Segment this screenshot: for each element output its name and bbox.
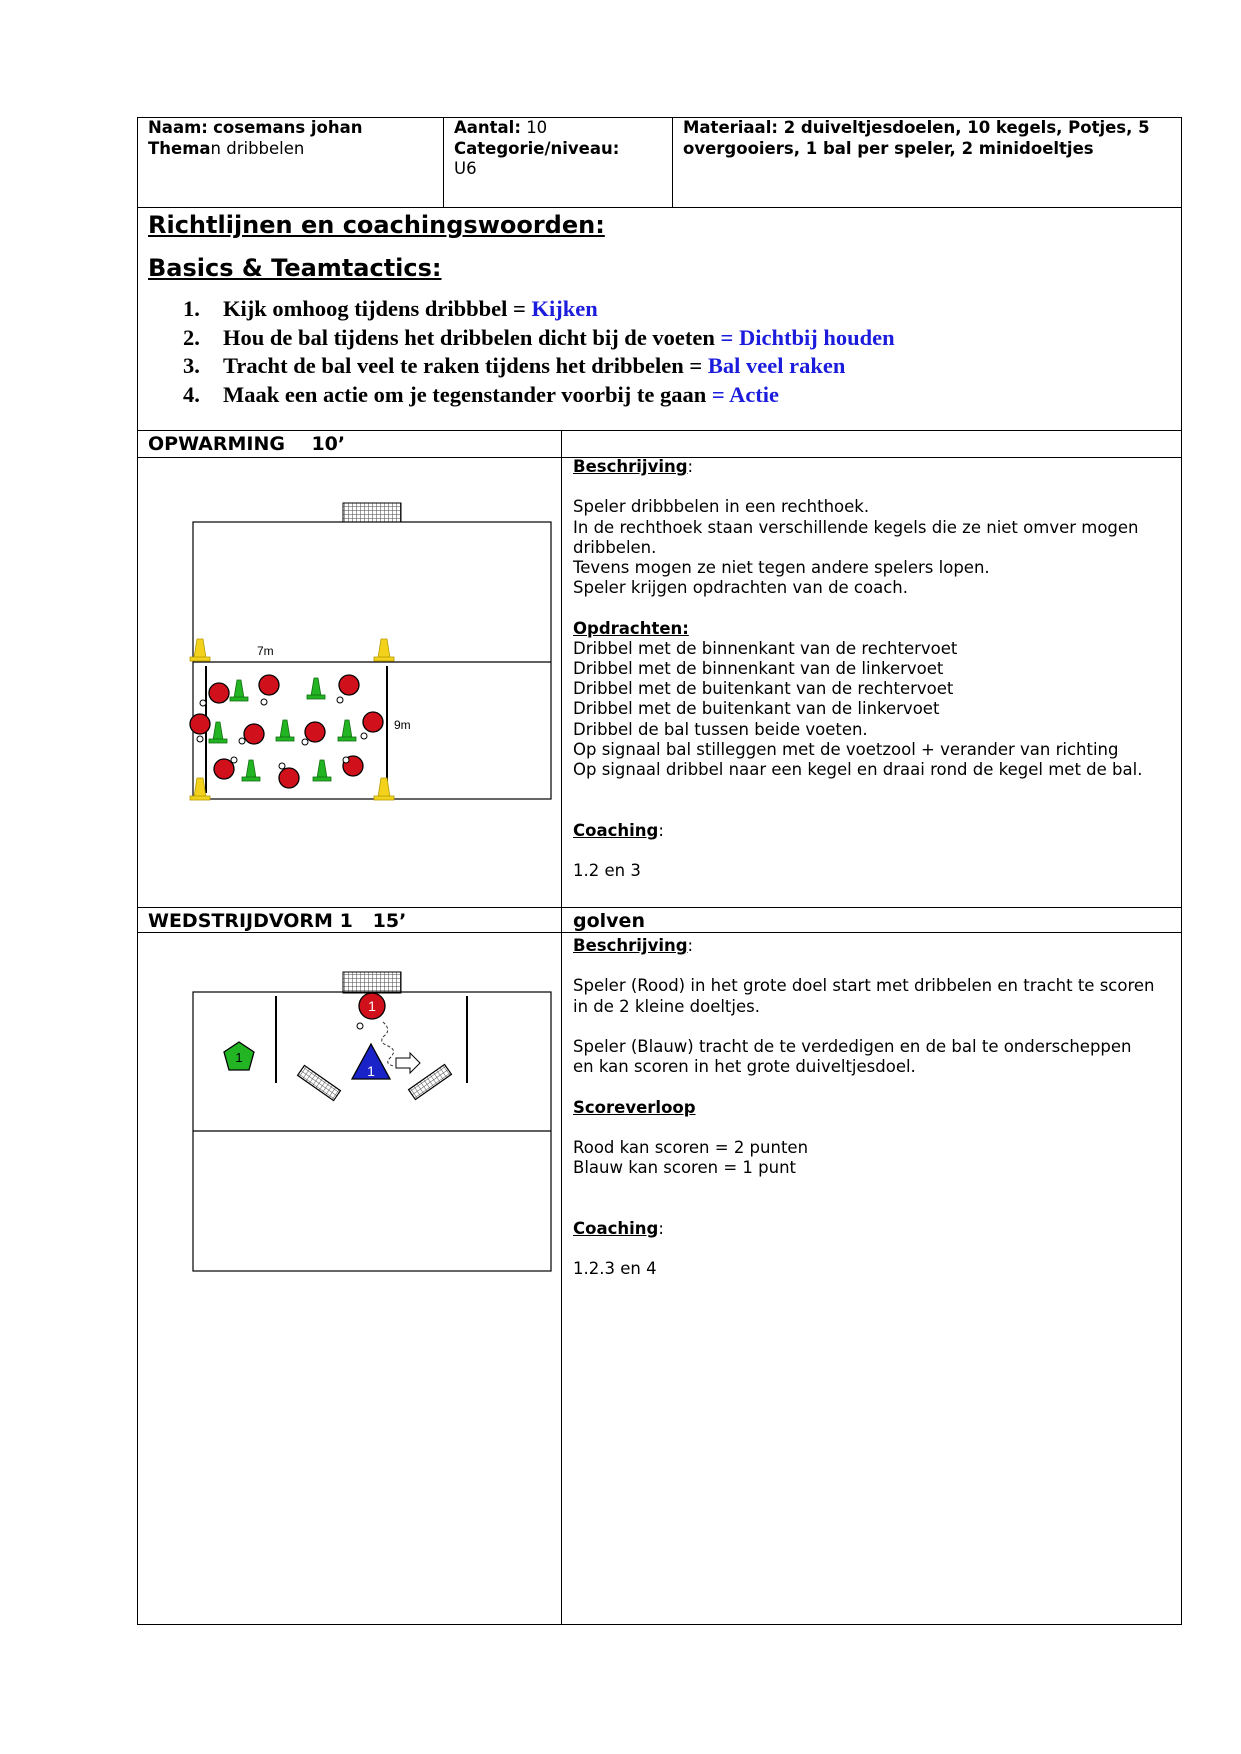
player-red xyxy=(363,712,383,732)
guidelines-subtitle: Basics & Teamtactics: xyxy=(148,254,442,282)
categorie-value: U6 xyxy=(454,159,477,178)
ball-icon xyxy=(279,763,285,769)
green-cone xyxy=(338,720,356,741)
coaching-value: 1.2.3 en 4 xyxy=(573,1259,657,1279)
match1-title: WEDSTRIJDVORM 1 15’ xyxy=(148,910,407,932)
yellow-cone xyxy=(374,639,394,661)
warmup-description: Beschrijving: Speler dribbbelen in een rechthoek. In de rechthoek staan verschillende kegels die ze niet omver mogen dribbelen. Tevens mogen ze niet tegen andere spelers lopen. Speler krijgen opdrachten van de coach. Opdrachten: Dribbel met de binnenkant van de rechtervoet Dribbel met de binnenkant van de linkervoet Dribbel met de buitenkant van de rechtervoet Dribbel met de buitenkant van de linkervoet Dribbel de bal tussen beide voeten. Op signaal bal stilleggen met de voetzool + verander van richting Op signaal dribbel naar een kegel en draai rond de kegel met de bal. Coaching: 1.2 en 3 xyxy=(573,457,1173,881)
player-red xyxy=(279,768,299,788)
green-cone xyxy=(307,678,325,699)
materiaal-line-2: overgooiers, 1 bal per speler, 2 minidoeltjes xyxy=(683,138,1094,158)
match1-diagram xyxy=(180,970,560,1290)
thema-label: Thema xyxy=(148,138,211,158)
naam-value: cosemans johan xyxy=(213,118,363,137)
goal-net xyxy=(343,972,401,993)
ball-icon xyxy=(361,733,367,739)
match1-subtitle: golven xyxy=(573,910,645,932)
aantal-label: Aantal: xyxy=(454,118,521,137)
ball-icon xyxy=(197,736,203,742)
svg-text:1: 1 xyxy=(368,998,376,1014)
green-player xyxy=(224,1042,254,1070)
thema-value: n dribbelen xyxy=(210,138,305,158)
opdracht-line: Op signaal bal stilleggen met de voetzool + verander van richting xyxy=(573,739,1119,759)
ball-icon xyxy=(200,700,206,706)
beschrijving-label: Beschrijving xyxy=(573,936,688,955)
ball-icon xyxy=(239,738,245,744)
header-aantal-cell xyxy=(443,117,672,181)
height-label: 9m xyxy=(394,718,411,732)
player-red xyxy=(305,722,325,742)
rule-item: 2. Hou de bal tijdens het dribbelen dicht bij de voeten = Dichtbij houden xyxy=(183,324,895,350)
opdracht-line: Dribbel met de buitenkant van de linkervoet xyxy=(573,699,940,719)
materiaal-line-1: Materiaal: 2 duiveltjesdoelen, 10 kegels, Potjes, 5 xyxy=(683,118,1150,137)
ball-icon xyxy=(302,739,308,745)
svg-text:1: 1 xyxy=(235,1050,243,1065)
warmup-diagram xyxy=(180,498,560,818)
rules-list xyxy=(183,295,895,410)
score-line: Blauw kan scoren = 1 punt xyxy=(573,1158,796,1178)
green-cone xyxy=(230,680,248,701)
rule-item: 3. Tracht de bal veel te raken tijdens het dribbelen = Bal veel raken xyxy=(183,353,846,379)
coaching-label: Coaching xyxy=(573,820,659,840)
mini-goal xyxy=(409,1064,452,1099)
header-materiaal-cell xyxy=(672,117,1181,160)
green-cone xyxy=(276,720,294,741)
player-red xyxy=(209,683,229,703)
opdracht-line: Dribbel met de binnenkant van de linkervoet xyxy=(573,659,944,678)
green-cone xyxy=(242,760,260,781)
opdrachten-label: Opdrachten: xyxy=(573,618,689,638)
width-label: 7m xyxy=(257,644,274,658)
warmup-title: OPWARMING 10’ xyxy=(148,433,346,455)
green-cone xyxy=(209,722,227,743)
coaching-value: 1.2 en 3 xyxy=(573,860,641,880)
green-cone xyxy=(313,760,331,781)
opdracht-line: Dribbel met de binnenkant van de rechtervoet xyxy=(573,638,958,658)
player-red xyxy=(214,759,234,779)
categorie-label: Categorie/niveau: xyxy=(454,138,620,158)
ball-icon xyxy=(337,697,343,703)
desc-line: in de 2 kleine doeltjes. xyxy=(573,996,760,1016)
score-line: Rood kan scoren = 2 punten xyxy=(573,1137,809,1157)
desc-line: Speler krijgen opdrachten van de coach. xyxy=(573,578,908,598)
blue-defender xyxy=(352,1044,390,1079)
ball-icon xyxy=(343,757,349,763)
rule-item: 4. Maak een actie om je tegenstander voorbij te gaan = Actie xyxy=(183,382,780,408)
coaching-label: Coaching xyxy=(573,1218,659,1238)
naam-label: Naam: xyxy=(148,118,208,137)
ball-icon xyxy=(231,757,237,763)
desc-line: en kan scoren in het grote duiveltjesdoel. xyxy=(573,1057,916,1077)
desc-line: Speler (Blauw) tracht de te verdedigen en de bal te onderscheppen xyxy=(573,1036,1132,1056)
desc-line: Speler (Rood) in het grote doel start met dribbelen en tracht te scoren xyxy=(573,976,1155,996)
aantal-value: 10 xyxy=(526,118,548,137)
match1-description: Beschrijving: Speler (Rood) in het grote doel start met dribbelen en tracht te scoren in de 2 kleine doeltjes. Speler (Blauw) tracht de te verdedigen en de bal te onderscheppen en kan scoren in het grote duiveltjesdoel. Scoreverloop Rood kan scoren = 2 punten Blauw kan scoren = 1 punt Coaching: 1.2.3 en 4 xyxy=(573,936,1173,1279)
player-red xyxy=(259,675,279,695)
player-red xyxy=(190,714,210,734)
dribble-path xyxy=(382,1022,394,1066)
beschrijving-label: Beschrijving xyxy=(573,457,688,476)
red-attacker xyxy=(359,993,385,1019)
player-red xyxy=(339,675,359,695)
header-name-cell xyxy=(137,117,443,160)
opdracht-line: Dribbel de bal tussen beide voeten. xyxy=(573,719,868,739)
rule-item: 1. Kijk omhoog tijdens dribbbel = Kijken xyxy=(183,296,598,321)
ball-icon xyxy=(261,699,267,705)
opdracht-line: Dribbel met de buitenkant van de rechtervoet xyxy=(573,679,954,699)
desc-line: In de rechthoek staan verschillende kegels die ze niet omver mogen xyxy=(573,517,1139,537)
dribble-arrow-icon xyxy=(396,1053,420,1073)
desc-line: Tevens mogen ze niet tegen andere spelers lopen. xyxy=(573,558,990,577)
field-outline xyxy=(193,522,551,799)
mini-goal xyxy=(298,1065,341,1100)
yellow-cone xyxy=(374,778,394,800)
scoreverloop-label: Scoreverloop xyxy=(573,1097,696,1117)
guidelines-title: Richtlijnen en coachingswoorden: xyxy=(148,211,605,239)
opdracht-line: Op signaal dribbel naar een kegel en draai rond de kegel met de bal. xyxy=(573,760,1143,780)
svg-text:1: 1 xyxy=(367,1063,375,1079)
ball-icon xyxy=(357,1023,363,1029)
desc-line: dribbelen. xyxy=(573,537,657,557)
desc-line: Speler dribbbelen in een rechthoek. xyxy=(573,497,870,517)
player-red xyxy=(244,724,264,744)
goal-net xyxy=(343,503,401,522)
